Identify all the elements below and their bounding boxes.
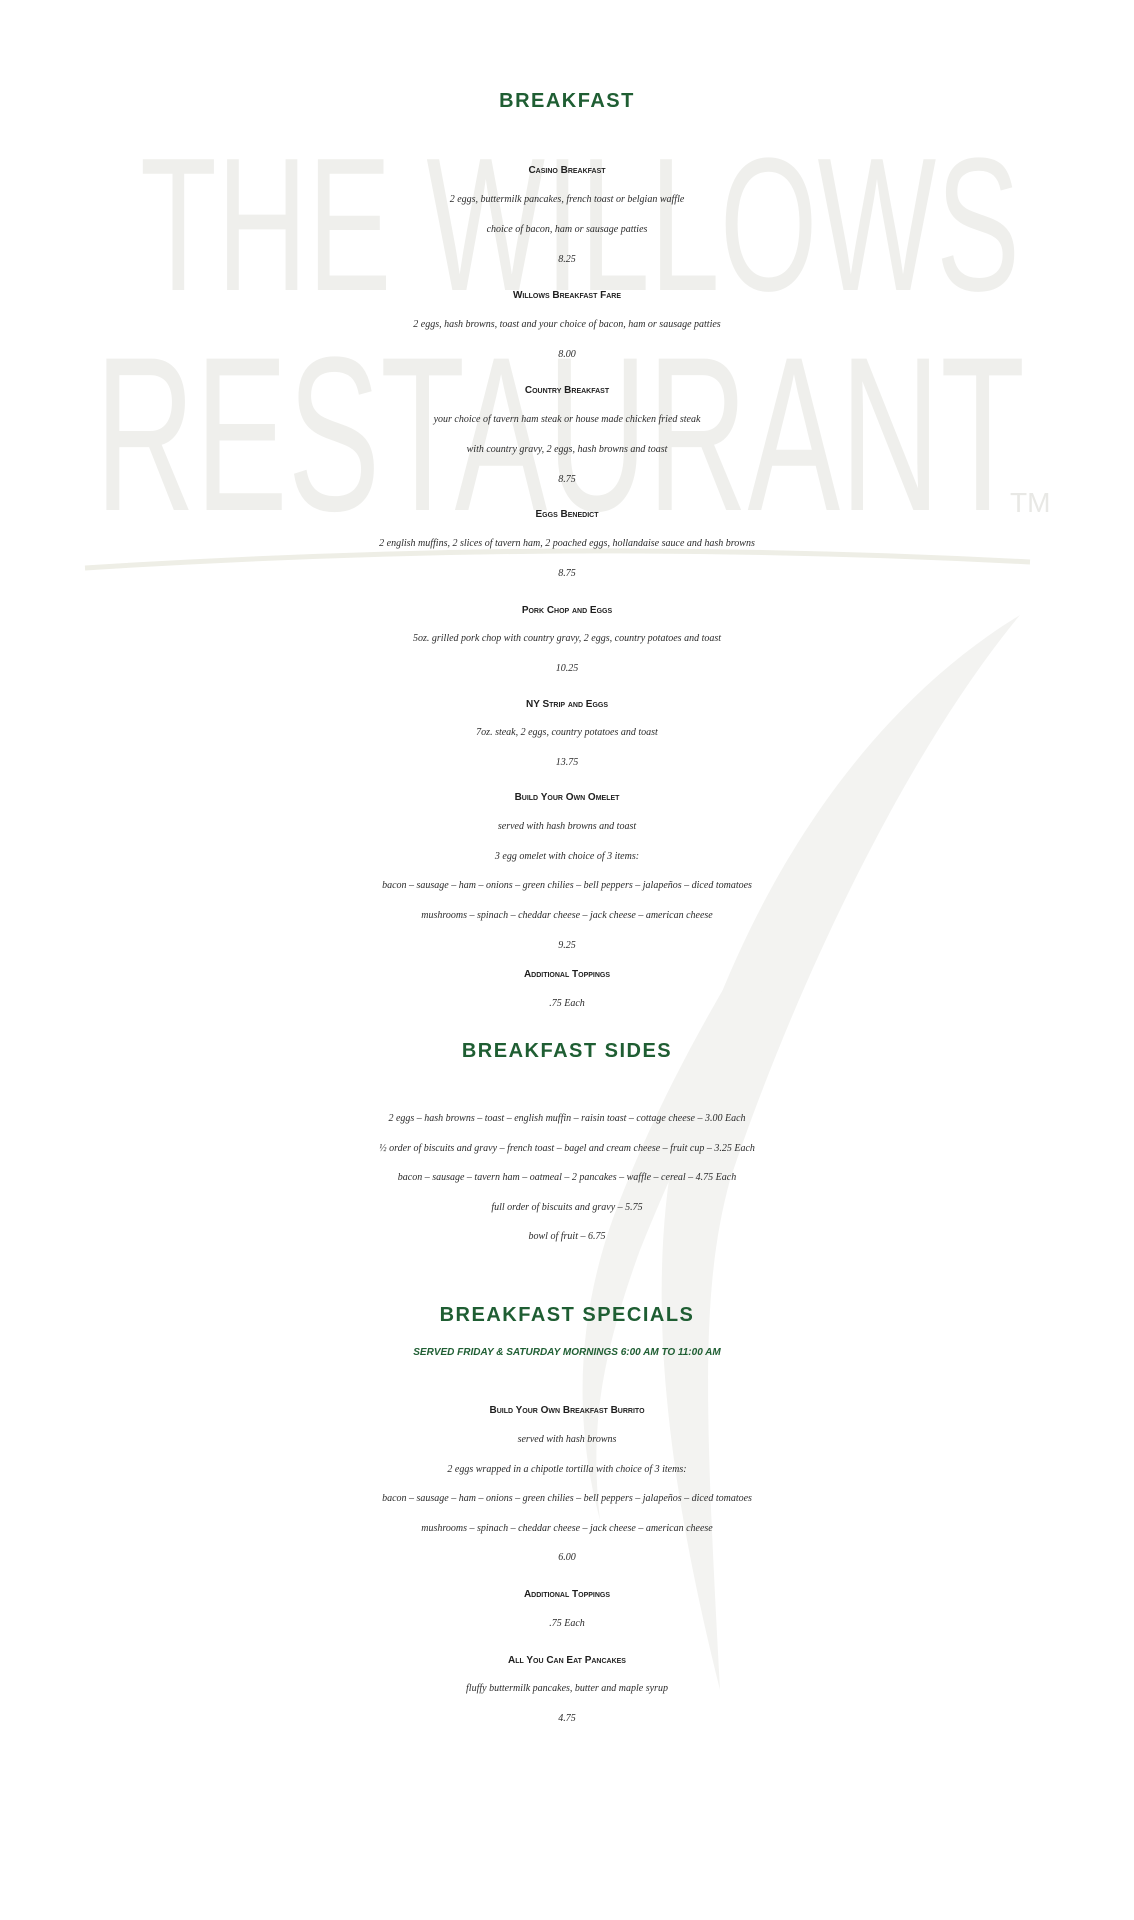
item-omelet-name: Build Your Own Omelet: [514, 792, 620, 803]
item-additional-toppings-price: .75 Each: [549, 998, 585, 1009]
watermark-line-1: THE WILLOWS: [140, 119, 1020, 331]
breakfast-heading: BREAKFAST: [499, 90, 635, 112]
item-pork-chop-name: Pork Chop and Eggs: [521, 605, 613, 616]
sides-line-2: ½ order of biscuits and gravy – french toast – bagel and cream cheese – fruit cup – 3.25 Each: [379, 1143, 755, 1154]
item-willows-fare-price: 8.00: [558, 349, 576, 360]
item-pork-chop-price: 10.25: [555, 663, 579, 674]
breakfast-specials-heading: BREAKFAST SPECIALS: [439, 1304, 695, 1326]
item-burrito-desc-3: bacon – sausage – ham – onions – green chilies – bell peppers – jalapeños – diced tomatoes: [382, 1493, 752, 1504]
item-country-breakfast-desc-2: with country gravy, 2 eggs, hash browns and toast: [466, 444, 668, 455]
breakfast-sides-heading: BREAKFAST SIDES: [461, 1040, 673, 1062]
item-country-breakfast-desc-1: your choice of tavern ham steak or house made chicken fried steak: [433, 414, 701, 425]
watermark-tm: TM: [1010, 487, 1051, 518]
watermark-line-2: RESTAURANT: [95, 311, 1025, 557]
item-ny-strip-desc-1: 7oz. steak, 2 eggs, country potatoes and toast: [476, 727, 658, 738]
item-burrito-desc-4: mushrooms – spinach – cheddar cheese – jack cheese – american cheese: [421, 1523, 713, 1534]
item-specials-toppings-price: .75 Each: [549, 1618, 585, 1629]
item-additional-toppings-name: Additional Toppings: [523, 969, 611, 980]
sides-line-1: 2 eggs – hash browns – toast – english muffin – raisin toast – cottage cheese – 3.00 Each: [388, 1113, 746, 1124]
item-country-breakfast-price: 8.75: [558, 474, 576, 485]
breakfast-specials-subtitle: SERVED FRIDAY & SATURDAY MORNINGS 6:00 AM TO 11:00 AM: [413, 1347, 721, 1358]
item-country-breakfast-name: Country Breakfast: [524, 385, 610, 396]
item-specials-toppings-name: Additional Toppings: [523, 1589, 611, 1600]
sides-line-3: bacon – sausage – tavern ham – oatmeal – 2 pancakes – waffle – cereal – 4.75 Each: [397, 1172, 737, 1183]
item-casino-breakfast-desc-1: 2 eggs, buttermilk pancakes, french toast or belgian waffle: [449, 194, 685, 205]
item-omelet-desc-3: bacon – sausage – ham – onions – green chilies – bell peppers – jalapeños – diced tomatoes: [382, 880, 752, 891]
item-willows-fare-desc-1: 2 eggs, hash browns, toast and your choice of bacon, ham or sausage patties: [413, 319, 721, 330]
item-casino-breakfast-name: Casino Breakfast: [528, 165, 606, 176]
item-pancakes-name: All You Can Eat Pancakes: [508, 1655, 626, 1666]
item-pancakes-price: 4.75: [558, 1713, 576, 1724]
sides-line-5: bowl of fruit – 6.75: [528, 1231, 606, 1242]
sides-line-4: full order of biscuits and gravy – 5.75: [491, 1202, 643, 1213]
item-pork-chop-desc-1: 5oz. grilled pork chop with country gravy, 2 eggs, country potatoes and toast: [412, 633, 722, 644]
item-burrito-desc-1: served with hash browns: [517, 1434, 617, 1445]
item-omelet-desc-2: 3 egg omelet with choice of 3 items:: [494, 851, 640, 862]
item-burrito-price: 6.00: [558, 1552, 576, 1563]
item-pancakes-desc-1: fluffy buttermilk pancakes, butter and maple syrup: [466, 1683, 668, 1694]
item-ny-strip-price: 13.75: [555, 757, 579, 768]
item-casino-breakfast-price: 8.25: [558, 254, 576, 265]
item-omelet-desc-1: served with hash browns and toast: [497, 821, 637, 832]
item-eggs-benedict-name: Eggs Benedict: [535, 509, 599, 520]
item-omelet-desc-4: mushrooms – spinach – cheddar cheese – jack cheese – american cheese: [421, 910, 713, 921]
item-omelet-price: 9.25: [558, 940, 576, 951]
item-eggs-benedict-price: 8.75: [558, 568, 576, 579]
item-burrito-desc-2: 2 eggs wrapped in a chipotle tortilla with choice of 3 items:: [447, 1464, 687, 1475]
item-eggs-benedict-desc-1: 2 english muffins, 2 slices of tavern ham, 2 poached eggs, hollandaise sauce and hash browns: [379, 538, 755, 549]
item-willows-fare-name: Willows Breakfast Fare: [512, 290, 622, 301]
item-casino-breakfast-desc-2: choice of bacon, ham or sausage patties: [486, 224, 648, 235]
item-burrito-name: Build Your Own Breakfast Burrito: [489, 1405, 645, 1416]
item-ny-strip-name: NY Strip and Eggs: [525, 699, 609, 710]
